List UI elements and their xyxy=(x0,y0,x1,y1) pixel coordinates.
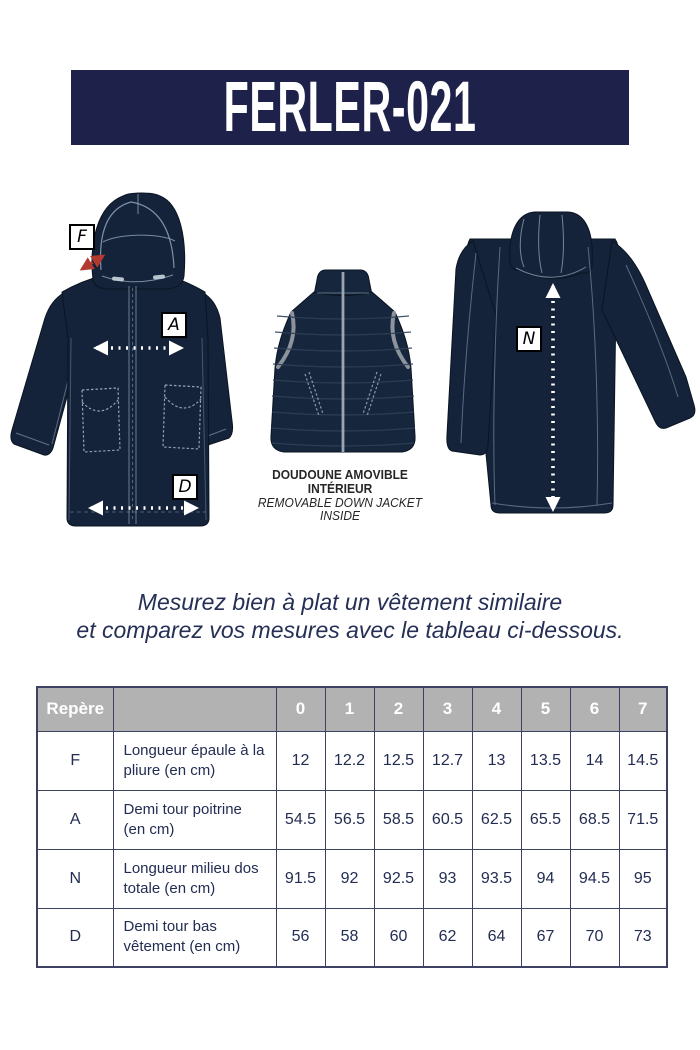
cell-value: 56.5 xyxy=(325,790,374,849)
table-row xyxy=(37,790,667,849)
row-label: Demi tour bas vêtement (en cm) xyxy=(113,908,276,967)
header-size-4: 4 xyxy=(472,687,521,731)
cell-value: 56 xyxy=(276,908,325,967)
label-D: D xyxy=(178,477,192,497)
header-size-6: 6 xyxy=(570,687,619,731)
cell-value: 71.5 xyxy=(619,790,667,849)
header-size-3: 3 xyxy=(423,687,472,731)
cell-value: 13.5 xyxy=(521,731,570,790)
cell-value: 62 xyxy=(423,908,472,967)
cell-value: 91.5 xyxy=(276,849,325,908)
instructions-line-2: et comparez vos mesures avec le tableau ci-dessous. xyxy=(76,617,624,643)
header-description xyxy=(113,687,276,731)
cell-value: 12.2 xyxy=(325,731,374,790)
label-N-box xyxy=(516,326,542,352)
cell-value: 12.5 xyxy=(374,731,423,790)
header-size-1: 1 xyxy=(325,687,374,731)
size-table xyxy=(36,686,668,968)
label-F: F xyxy=(77,227,87,247)
label-A: A xyxy=(168,315,180,335)
vest-caption-en-2: INSIDE xyxy=(320,508,360,523)
table-row xyxy=(37,731,667,790)
table-row xyxy=(37,849,667,908)
cell-value: 68.5 xyxy=(570,790,619,849)
vest-caption-fr-2: INTÉRIEUR xyxy=(307,481,373,496)
row-label: Longueur milieu dos totale (en cm) xyxy=(113,849,276,908)
cell-value: 94.5 xyxy=(570,849,619,908)
size-table-header-row xyxy=(37,687,667,731)
label-D-box xyxy=(172,474,198,500)
cell-value: 12 xyxy=(276,731,325,790)
cell-value: 13 xyxy=(472,731,521,790)
cell-value: 70 xyxy=(570,908,619,967)
product-title-banner xyxy=(71,70,629,145)
label-A-box xyxy=(161,312,187,338)
cell-value: 54.5 xyxy=(276,790,325,849)
header-size-5: 5 xyxy=(521,687,570,731)
header-repere: Repère xyxy=(37,687,113,731)
cell-value: 93.5 xyxy=(472,849,521,908)
measuring-instructions xyxy=(0,588,700,644)
header-size-7: 7 xyxy=(619,687,667,731)
vest-caption-en-1: REMOVABLE DOWN JACKET xyxy=(257,495,423,510)
row-code: F xyxy=(37,731,113,790)
label-N: N xyxy=(522,329,536,349)
cell-value: 62.5 xyxy=(472,790,521,849)
table-row xyxy=(37,908,667,967)
row-code: D xyxy=(37,908,113,967)
vest-caption-fr-1: DOUDOUNE AMOVIBLE xyxy=(272,467,408,482)
cell-value: 92 xyxy=(325,849,374,908)
cell-value: 14 xyxy=(570,731,619,790)
cell-value: 58.5 xyxy=(374,790,423,849)
label-F-box xyxy=(69,224,95,250)
cell-value: 73 xyxy=(619,908,667,967)
row-label: Longueur épaule à la pliure (en cm) xyxy=(113,731,276,790)
cell-value: 14.5 xyxy=(619,731,667,790)
cell-value: 60 xyxy=(374,908,423,967)
row-code: A xyxy=(37,790,113,849)
row-code: N xyxy=(37,849,113,908)
product-title: FERLER-021 xyxy=(223,68,477,147)
front-coat-illustration xyxy=(5,188,235,530)
back-coat-illustration xyxy=(440,205,696,523)
inner-down-vest-illustration xyxy=(265,268,421,466)
row-label: Demi tour poitrine (en cm) xyxy=(113,790,276,849)
vest-caption xyxy=(235,468,445,522)
cell-value: 58 xyxy=(325,908,374,967)
cell-value: 95 xyxy=(619,849,667,908)
cell-value: 92.5 xyxy=(374,849,423,908)
cell-value: 12.7 xyxy=(423,731,472,790)
cell-value: 67 xyxy=(521,908,570,967)
cell-value: 64 xyxy=(472,908,521,967)
cell-value: 94 xyxy=(521,849,570,908)
cell-value: 93 xyxy=(423,849,472,908)
header-size-2: 2 xyxy=(374,687,423,731)
instructions-line-1: Mesurez bien à plat un vêtement similaire xyxy=(137,589,563,615)
header-size-0: 0 xyxy=(276,687,325,731)
cell-value: 65.5 xyxy=(521,790,570,849)
cell-value: 60.5 xyxy=(423,790,472,849)
